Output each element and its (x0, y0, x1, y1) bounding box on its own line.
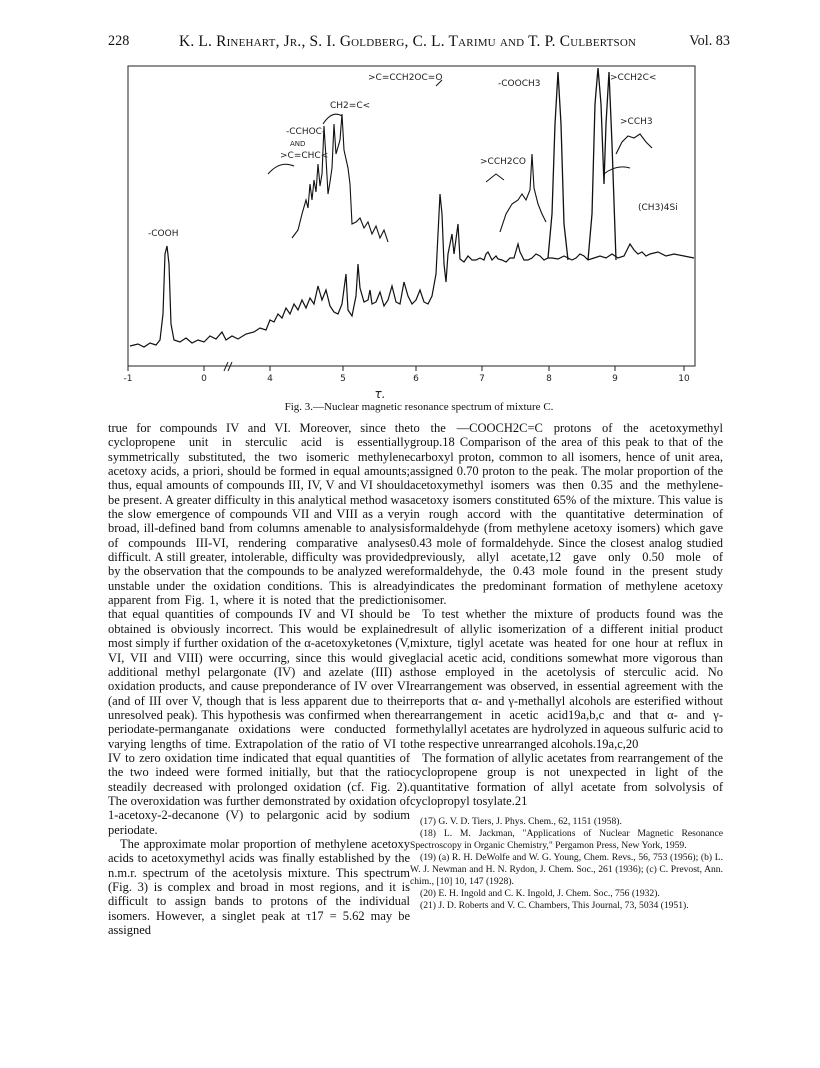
tick-label: 0 (201, 374, 207, 384)
label-tms: (CH3)4Si (638, 203, 678, 213)
reference-item: (17) G. V. D. Tiers, J. Phys. Chem., 62, 1151 (1958). (420, 816, 622, 828)
nmr-spectrum-plot (118, 64, 708, 404)
methyl-ester-peak (548, 72, 568, 260)
paragraph: To test whether the mixture of products found was the result of allylic isomerization of a different initial product mixture, tiglyl acetate was heated for one hour at reflux in glacial acetic acid, conditions somewhat more vigorous than those employed in the acetolysis of sterculic acid. No rearrangement was observed, in essential agreement with the reports that α- and γ-methallyl alcohols are esterified without rearrangement in acetic acid19a,b,c and that α- and γ-methylallyl acetates are hydrolyzed in aqueous sulfuric acid to the respective unrearranged alcohols.19a,c,20 (410, 607, 723, 751)
tick-label: 9 (612, 374, 618, 384)
tick-label: 5 (340, 374, 346, 384)
label-carboxyl: -COOH (148, 229, 179, 239)
allylic-peak (588, 68, 616, 260)
figure-caption: Fig. 3.—Nuclear magnetic resonance spectrum of mixture C. (284, 401, 554, 413)
paragraph: The formation of allylic acetates from rearrangement of the cyclopropene group is not unexpected in light of the quantitative formation of allyl acetate from solvolysis of cyclopropyl tosylate.21 (410, 750, 723, 808)
bracket-vinyl (323, 114, 342, 124)
bracket-acetyl (486, 174, 504, 182)
page-number: 228 (108, 33, 130, 49)
bracket-vinylene (268, 164, 294, 174)
tick-label: 8 (546, 374, 552, 384)
label-methylene: CH2=C< (330, 101, 371, 111)
inset-trace-3 (616, 134, 652, 154)
label-methyl-ester: -COOCH3 (498, 79, 541, 89)
tick-label: 4 (267, 374, 273, 384)
reference-item: (19) (a) R. H. DeWolfe and W. G. Young, Chem. Revs., 56, 753 (1956); (b) L. W. J. Newman and H. N. Rydon, J. Chem. Soc., 261 (1936); (c) C. Prevost, Ann. chim., [10] 10, 147 (1928). (410, 852, 723, 888)
label-vinylene: >C=CHC< (280, 151, 329, 161)
paragraph: The approximate molar proportion of methylene acetoxy acids to acetoxymethyl acids was finally established by the n.m.r. spectrum of the acetolysis mixture. This spectrum (Fig. 3) is complex and broad in most regions, and it is difficult to assign bands to protons of the individual isomers. However, a singlet peak at τ17 = 5.62 may be assigned (108, 836, 410, 938)
reference-item: (20) E. H. Ingold and C. K. Ingold, J. Chem. Soc., 756 (1932). (420, 888, 660, 900)
label-allylic: >CCH2C< (610, 73, 657, 83)
volume-label: Vol. 83 (689, 33, 730, 49)
label-acetyl: >CCH2CO (480, 157, 526, 167)
running-header (108, 33, 730, 51)
label-ester: >C=CCH2OC=O (368, 73, 443, 83)
tick-label: -1 (123, 374, 133, 384)
paragraph: to the —COOCH2C=C protons of the acetoxymethyl group.18 Comparison of the area of this peak to that of the carboxyl proton, common to all isomers, hence of unit area, assigned 0.70 proton to the peak. The molar proportion of the acetoxymethyl isomers was then 0.35 and the methylene-acetoxy isomers constituted 65% of the mixture. This value is in rough accord with the quantitative determination of formaldehyde (from methylene acetoxy isomers) which gave 0.43 mole of formaldehyde. Since the closest analog studied previously, allyl acetate,12 gave only 0.50 mole of formaldehyde, the 0.43 mole found in the present study indicates the predominant formation of methylene acetoxy isomer. (410, 421, 723, 608)
author-line: K. L. Rinehart, Jr., S. I. Goldberg, C. L. Tarimu and T. P. Culbertson (179, 33, 637, 50)
label-and: AND (290, 140, 306, 148)
tick-label: 6 (413, 374, 419, 384)
tick-label: 7 (479, 374, 485, 384)
tick-label: 10 (678, 374, 690, 384)
reference-item: (21) J. D. Roberts and V. C. Chambers, This Journal, 73, 5034 (1951). (420, 900, 689, 912)
tau-axis-label: τ. (374, 387, 386, 401)
plot-frame (128, 66, 695, 366)
references (410, 816, 723, 912)
left-column (108, 421, 410, 937)
right-column (410, 421, 723, 912)
spectrum-trace (130, 194, 694, 347)
label-vinyl: -CCHOC- (286, 127, 326, 137)
bracket-methyl (604, 167, 630, 174)
label-methyl: >CCH3 (620, 117, 653, 127)
nmr-figure (118, 64, 708, 404)
reference-item: (18) L. M. Jackman, "Applications of Nuclear Magnetic Resonance Spectroscopy in Organic Chemistry," Pergamon Press, New York, 1959. (410, 828, 723, 852)
paragraph: true for compounds IV and VI. Moreover, since the cyclopropene unit in sterculic acid is essentially symmetrically substituted, the two isomeric methylene acetoxy acids, a priori, should be formed in equal amounts; thus, equal amounts of compounds III, IV, V and VI should be present. A greater difficulty in this analytical method was the slow emergence of compounds VII and VIII as a very broad, ill-defined band from columns amenable to analysis of compounds III-VI, rendering comparative analyses difficult. A still greater, intolerable, difficulty was provided by the observation that the compounds to be analyzed were unstable under the oxidation conditions. This is already apparent from Fig. 1, where it is noted that the prediction that equal quantities of compounds IV and VI should be obtained is obviously incorrect. This would be explained most simply if further oxidation of the α-acetoxyketones (V, VI, VII and VIII) were occurring, since this would give additional methyl pelargonate (IV) and azelate (III) as oxidation products, and cause preponderance of IV over VI (and of III over V, though that is less apparent due to their unresolved peak). This hypothesis was confirmed when the periodate-permanganate oxidations were conducted for varying lengths of time. Extrapolation of the ratio of VI to IV to zero oxidation time indicated that equal quantities of the two indeed were formed initially, but that the ratio steadily decreased with prolonged oxidation (cf. Fig. 2). The overoxidation was further demonstrated by oxidation of 1-acetoxy-2-decanone (V) to pelargonic acid by sodium periodate. (108, 421, 410, 837)
